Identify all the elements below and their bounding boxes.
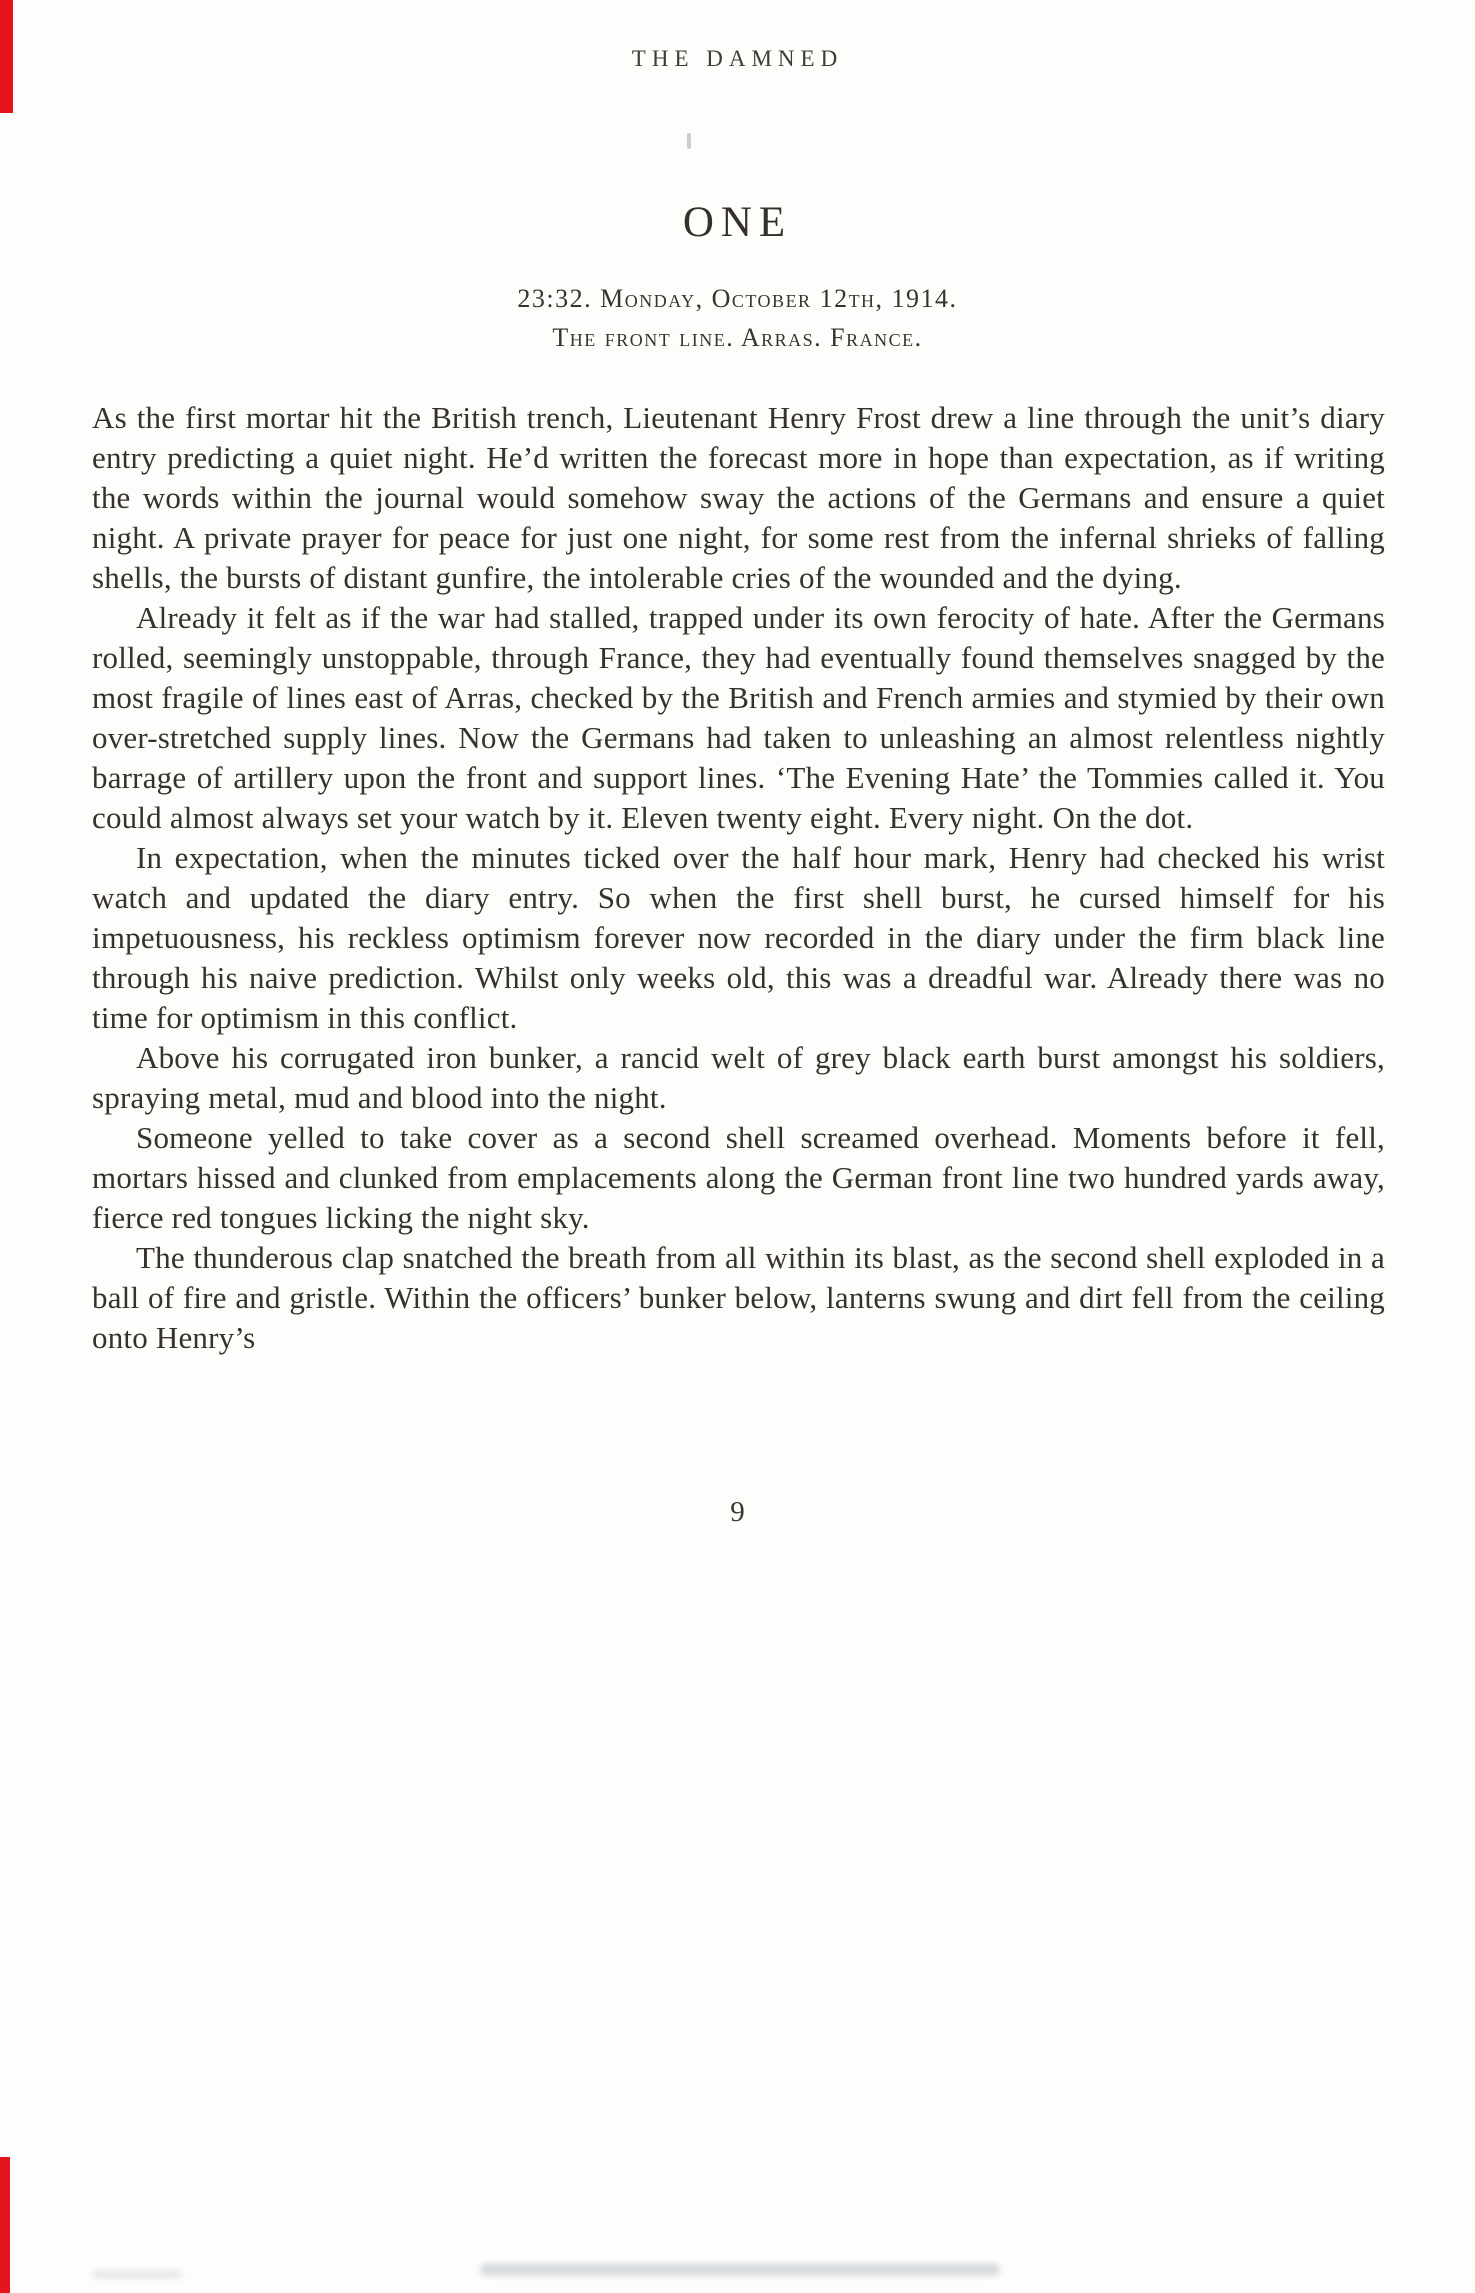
scan-smudge-bottom-center [480,2263,1000,2276]
page-number: 9 [730,1496,745,1528]
paragraph-3: In expectation, when the minutes ticked over the half hour mark, Henry had checked his wrist watch and updated the diary entry. So when the first shell burst, he cursed himself for his impetuousness, his reckless optimism forever now recorded in the diary under the firm black line through his naive prediction. Whilst only weeks old, this was a dreadful war. Already there was no time for optimism in this conflict. [92,840,1385,1035]
scan-edge-red-bottom [0,2157,10,2293]
paragraph-4: Above his corrugated iron bunker, a rancid welt of grey black earth burst amongst his soldiers, spraying metal, mud and blood into the night. [92,1040,1385,1115]
chapter-title: ONE [682,199,793,246]
body-text [92,398,1385,1358]
scan-smudge-bottom-left [92,2270,182,2279]
paragraph-6: The thunderous clap snatched the breath from all within its blast, as the second shell exploded in a ball of fire and gristle. Within the officers’ bunker below, lanterns swung and dirt fell from the ceiling onto Henry’s [92,1240,1385,1355]
dateline-datetime: 23:32. Monday, October 12th, 1914. [517,284,958,313]
running-header: THE DAMNED [631,46,844,71]
dateline-location: The front line. Arras. France. [552,323,923,352]
paragraph-1: As the first mortar hit the British trench, Lieutenant Henry Frost drew a line through the unit’s diary entry predicting a quiet night. He’d written the forecast more in hope than expectation, as if writing the words within the journal would somehow sway the actions of the Germans and ensure a quiet night. A private prayer for peace for just one night, for some rest from the infernal shrieks of falling shells, the bursts of distant gunfire, the intolerable cries of the wounded and the dying. [92,400,1385,595]
paragraph-2: Already it felt as if the war had stalled, trapped under its own ferocity of hate. After the Germans rolled, seemingly unstoppable, through France, they had eventually found themselves snagged by the most fragile of lines east of Arras, checked by the British and French armies and stymied by their own over-stretched supply lines. Now the Germans had taken to unleashing an almost relentless nightly barrage of artillery upon the front and support lines. ‘The Evening Hate’ the Tommies called it. You could almost always set your watch by it. Eleven twenty eight. Every night. On the dot. [92,600,1385,835]
paragraph-5: Someone yelled to take cover as a second shell screamed overhead. Moments before it fell, mortars hissed and clunked from emplacements along the German front line two hundred yards away, fierce red tongues licking the night sky. [92,1120,1385,1235]
dateline [0,279,1475,357]
scan-speck-artifact [687,133,691,149]
